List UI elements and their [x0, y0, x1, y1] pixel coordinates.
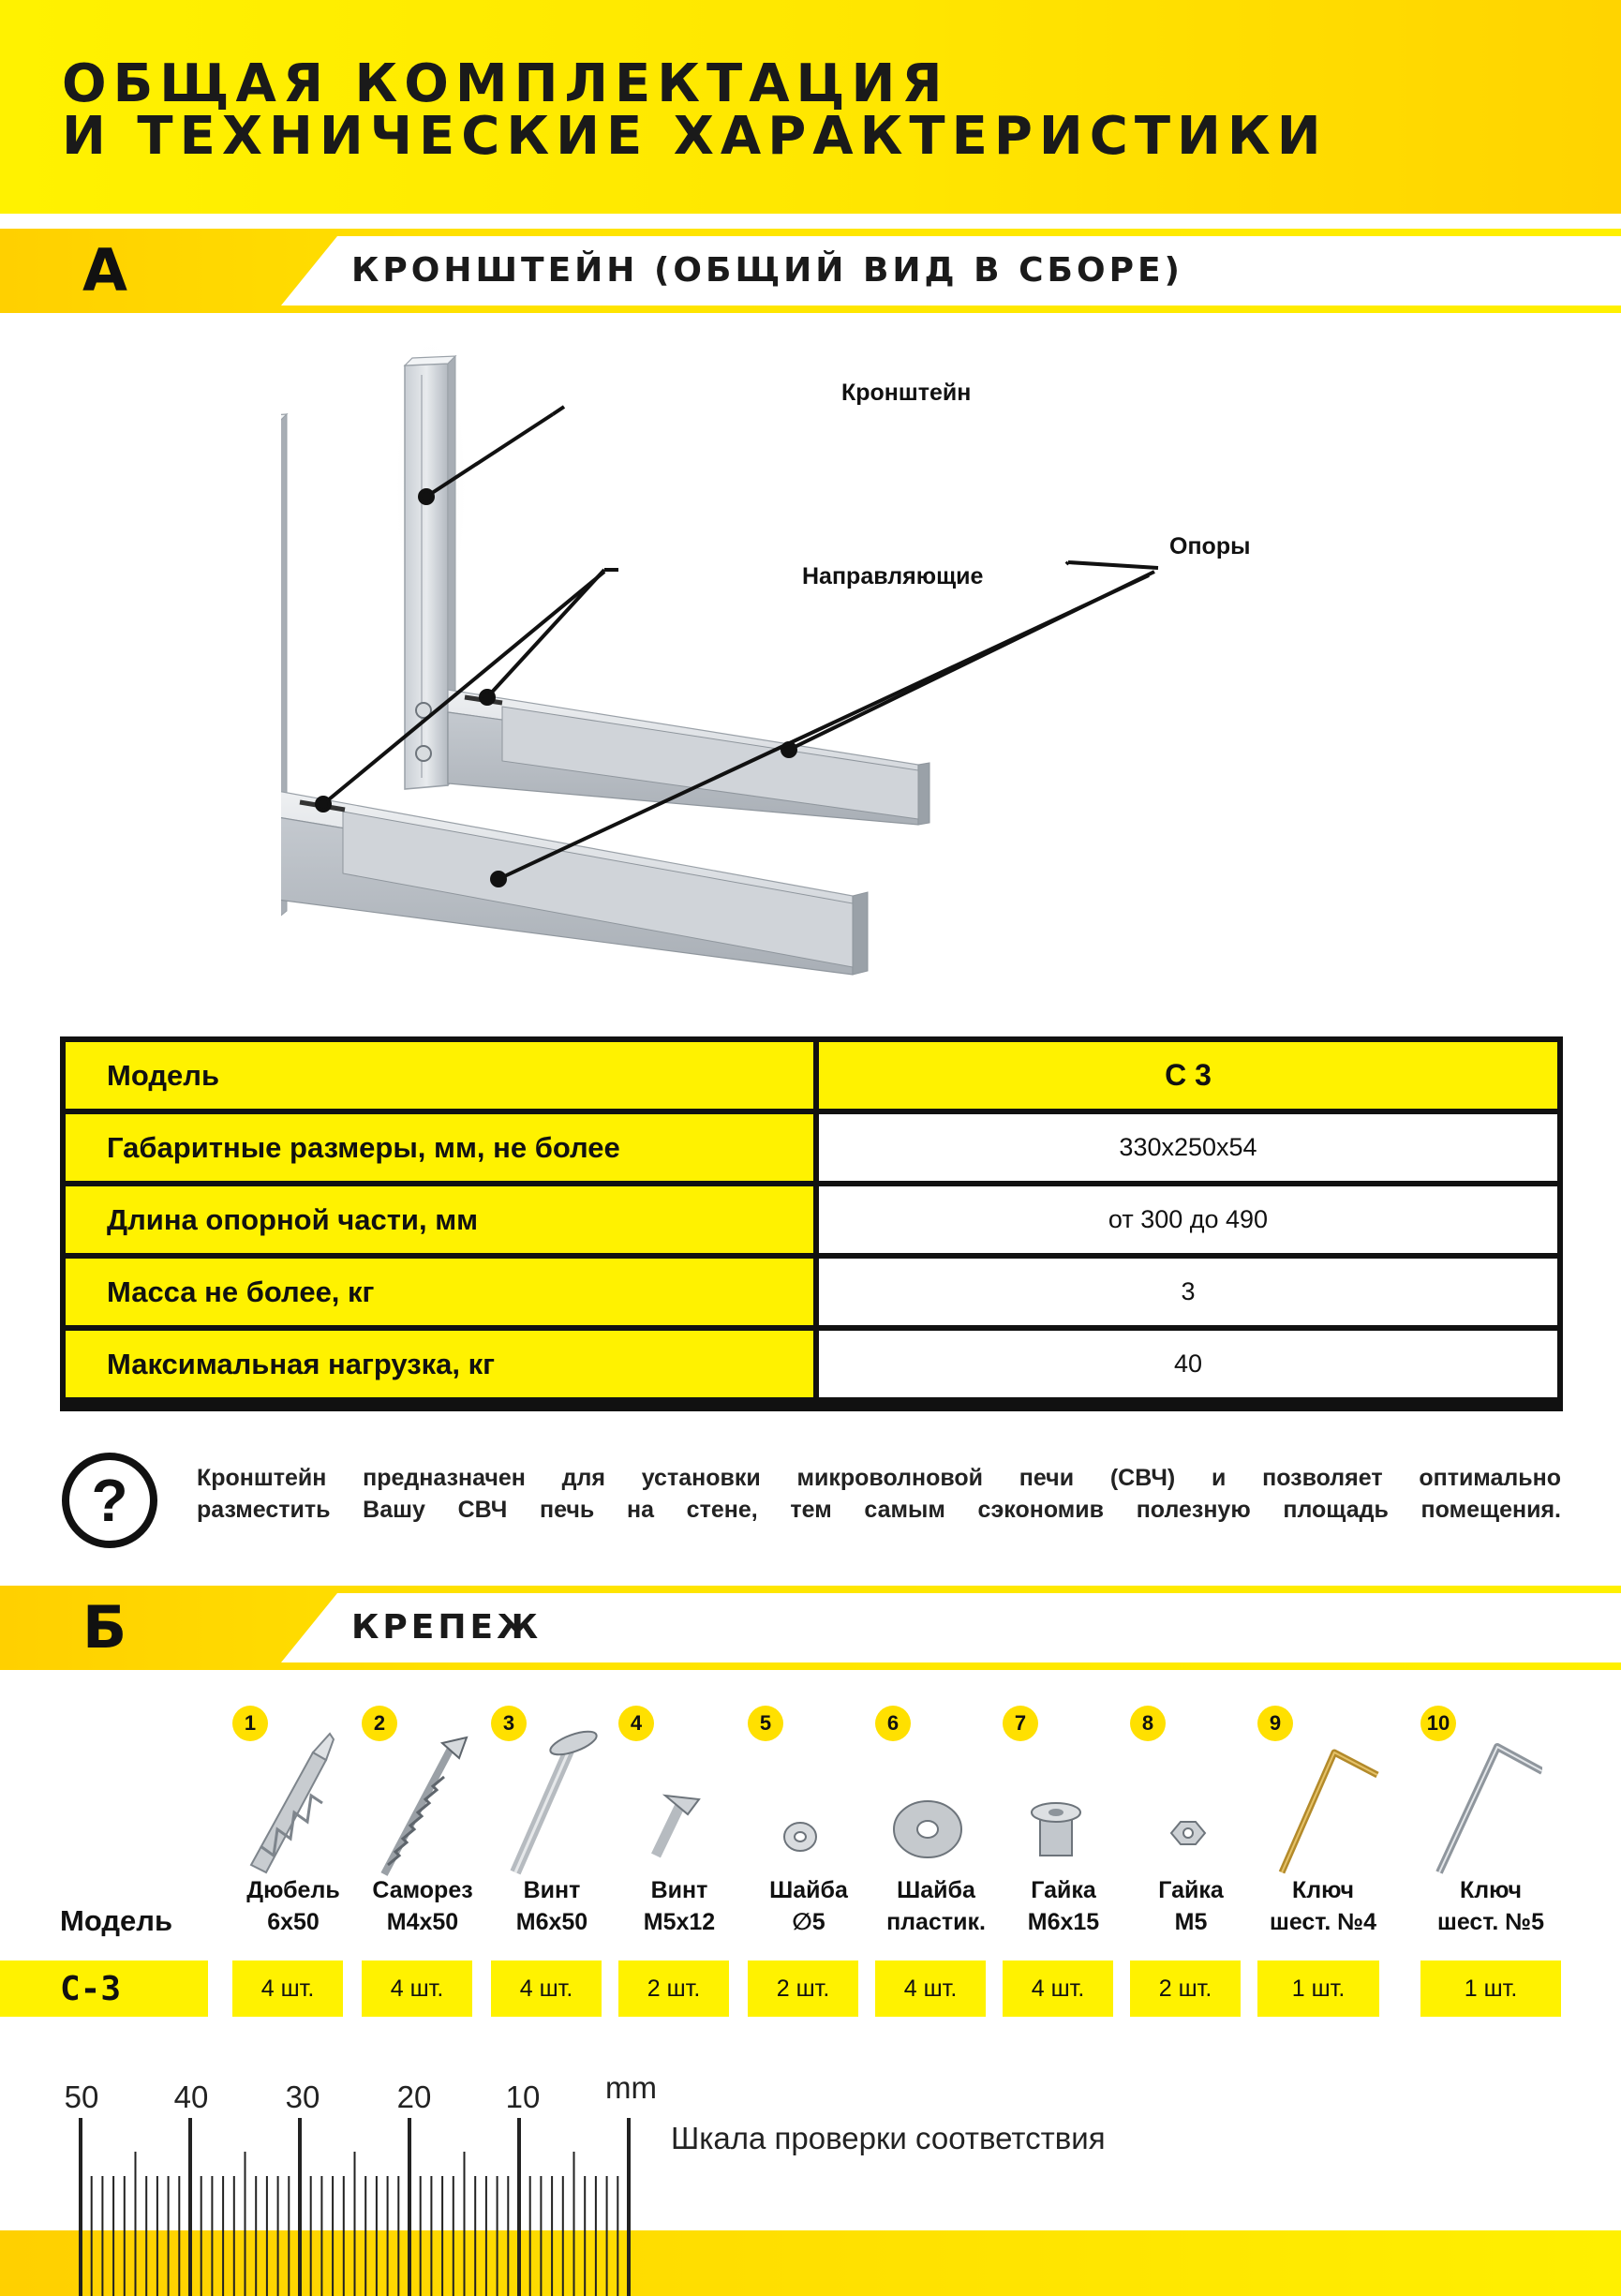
- fastener-item: [618, 1706, 740, 2015]
- fastener-item: [362, 1706, 483, 2015]
- fastener-name: [866, 1874, 1006, 1938]
- fastener-number: 2: [362, 1706, 397, 1741]
- spec-value: 40: [819, 1331, 1557, 1397]
- spec-label: Габаритные размеры, мм, не более: [66, 1114, 813, 1181]
- ruler-label: 30: [285, 2080, 320, 2114]
- ruler-caption: Шкала проверки соответствия: [671, 2121, 1106, 2155]
- fastener-name-line-2: шест. №4: [1269, 1909, 1377, 1935]
- fastener-name-line-1: Дюбель: [246, 1877, 340, 1903]
- spec-value: от 300 до 490: [819, 1186, 1557, 1253]
- fastener-name-line-2: М5х12: [643, 1909, 716, 1935]
- fastener-name-line-1: Ключ: [1459, 1877, 1523, 1903]
- fastener-number: 4: [618, 1706, 654, 1741]
- fastener-number: 1: [232, 1706, 268, 1741]
- table-row: [66, 1114, 1557, 1181]
- ruler-label: 10: [505, 2080, 541, 2114]
- fastener-item: [1257, 1706, 1389, 2015]
- fastener-name: [1248, 1874, 1398, 1938]
- fastener-item: [1420, 1706, 1561, 2015]
- fastener-name-line-1: Винт: [523, 1877, 581, 1903]
- ruler-scale: [0, 2062, 1621, 2296]
- fastener-number: 6: [875, 1706, 911, 1741]
- fastener-name-line-1: Ключ: [1291, 1877, 1355, 1903]
- fastener-name: [1411, 1874, 1570, 1938]
- ruler-label: 20: [396, 2080, 432, 2114]
- fastener-item: [1130, 1706, 1252, 2015]
- fastener-name-line-2: М4х50: [386, 1909, 459, 1935]
- fastener-qty: 2 шт.: [748, 1961, 858, 2017]
- ruler-label: 50: [64, 2080, 99, 2114]
- table-row: [66, 1186, 1557, 1253]
- spec-label: Модель: [66, 1042, 813, 1109]
- spec-label: Максимальная нагрузка, кг: [66, 1331, 813, 1397]
- spec-value: С 3: [819, 1042, 1557, 1109]
- fastener-name-line-2: 6х50: [267, 1909, 320, 1935]
- info-line-1: Кронштейн предназначен для установки микроволновой печи (СВЧ) и позволяет оптимально: [197, 1465, 1561, 1491]
- ruler-unit: mm: [605, 2070, 657, 2105]
- section-a-letter: А: [82, 236, 127, 305]
- bracket-drawing: [281, 337, 1359, 1012]
- fastener-qty: 4 шт.: [1003, 1961, 1113, 2017]
- table-row: [66, 1331, 1557, 1397]
- fastener-name: [738, 1874, 879, 1938]
- fastener-number: 5: [748, 1706, 783, 1741]
- fastener-number: 8: [1130, 1706, 1166, 1741]
- page-title-line-1: ОБЩАЯ КОМПЛЕКТАЦИЯ: [62, 53, 949, 114]
- spec-label: Длина опорной части, мм: [66, 1186, 813, 1253]
- section-b-header: [0, 1586, 1621, 1670]
- section-a-header: [0, 229, 1621, 313]
- fastener-name-line-2: ∅5: [792, 1909, 825, 1935]
- table-row: [66, 1259, 1557, 1325]
- info-line-2: разместить Вашу СВЧ печь на стене, тем самым сэкономив полезную площадь помещения.: [197, 1497, 1561, 1523]
- fastener-name-line-1: Шайба: [769, 1877, 848, 1903]
- fastener-name: [482, 1874, 622, 1938]
- fastener-number: 3: [491, 1706, 527, 1741]
- spec-label: Масса не более, кг: [66, 1259, 813, 1325]
- fastener-number: 7: [1003, 1706, 1038, 1741]
- section-a-title: КРОНШТЕЙН (ОБЩИЙ ВИД В СБОРЕ): [351, 251, 1183, 290]
- fastener-name: [609, 1874, 750, 1938]
- fastener-model-header: Модель: [60, 1904, 173, 1937]
- bottom-band: [0, 2230, 1621, 2296]
- fastener-name: [993, 1874, 1134, 1938]
- fastener-qty: 1 шт.: [1257, 1961, 1379, 2017]
- section-b-title: КРЕПЕЖ: [351, 1608, 543, 1647]
- fastener-item: [748, 1706, 870, 2015]
- callout-bracket: Кронштейн: [841, 380, 972, 406]
- fastener-item: [491, 1706, 613, 2015]
- fastener-item: [1003, 1706, 1124, 2015]
- info-text: [197, 1462, 1561, 1526]
- fastener-name-line-2: шест. №5: [1436, 1909, 1545, 1935]
- question-icon: ?: [62, 1453, 157, 1548]
- spec-table: [60, 1036, 1563, 1411]
- fastener-name: [352, 1874, 493, 1938]
- fastener-model-value: С-3: [0, 1961, 208, 2017]
- fastener-number: 10: [1420, 1706, 1456, 1741]
- fastener-name: [223, 1874, 364, 1938]
- fastener-item: [232, 1706, 354, 2015]
- page-header: [0, 0, 1621, 214]
- fastener-qty: 4 шт.: [875, 1961, 986, 2017]
- spec-value: 330х250х54: [819, 1114, 1557, 1181]
- fastener-qty: 1 шт.: [1420, 1961, 1561, 2017]
- page-title-line-2: И ТЕХНИЧЕСКИЕ ХАРАКТЕРИСТИКИ: [62, 106, 1328, 167]
- fastener-qty: 2 шт.: [618, 1961, 729, 2017]
- spec-value: 3: [819, 1259, 1557, 1325]
- fastener-name-line-1: Гайка: [1158, 1877, 1224, 1903]
- fastener-name-line-1: Шайба: [897, 1877, 975, 1903]
- front-bracket: [281, 412, 868, 975]
- fastener-qty: 4 шт.: [362, 1961, 472, 2017]
- callout-guides: Направляющие: [802, 563, 984, 589]
- section-b-letter: Б: [82, 1593, 127, 1662]
- fastener-name-line-2: М6х15: [1027, 1909, 1100, 1935]
- fastener-item: [875, 1706, 997, 2015]
- page-title: [62, 53, 1328, 167]
- bracket-illustration: [281, 337, 1359, 1012]
- table-row: [66, 1042, 1557, 1109]
- fastener-name-line-1: Гайка: [1031, 1877, 1096, 1903]
- fastener-name-line-2: пластик.: [886, 1909, 986, 1935]
- fastener-name-line-2: М5: [1174, 1909, 1208, 1935]
- fastener-qty: 4 шт.: [232, 1961, 343, 2017]
- fastener-name: [1121, 1874, 1261, 1938]
- fastener-number: 9: [1257, 1706, 1293, 1741]
- fastener-name-line-1: Саморез: [372, 1877, 473, 1903]
- callout-supports: Опоры: [1169, 533, 1251, 559]
- fastener-qty: 2 шт.: [1130, 1961, 1241, 2017]
- fastener-qty: 4 шт.: [491, 1961, 602, 2017]
- fastener-name-line-1: Винт: [650, 1877, 708, 1903]
- ruler-label: 40: [173, 2080, 209, 2114]
- fastener-name-line-2: М6х50: [515, 1909, 588, 1935]
